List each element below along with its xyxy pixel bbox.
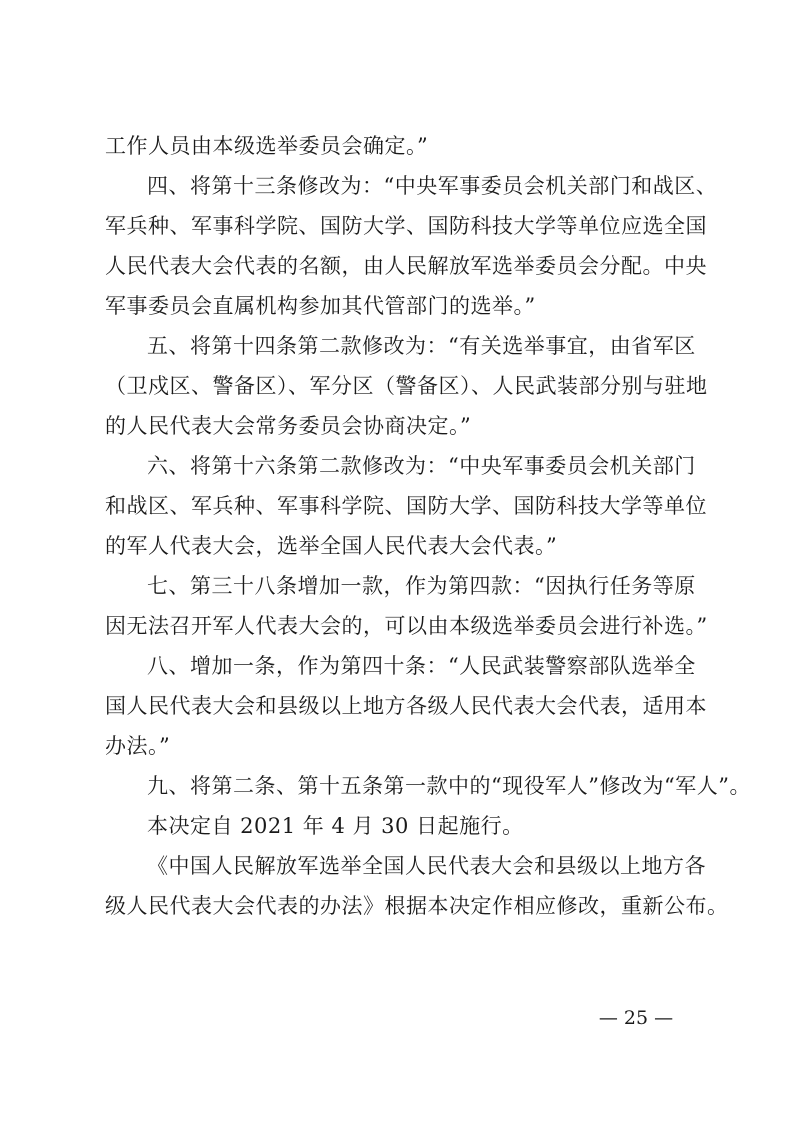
text-line: 《中国人民解放军选举全国人民代表大会和县级以上地方各 [147,854,706,878]
text-line: 的军人代表大会，选举全国人民代表大会代表。” [105,534,558,558]
text-line: 五、将第十四条第二款修改为：“有关选举事宜，由省军区 [147,334,696,358]
text-line: 七、第三十八条增加一款，作为第四款：“因执行任务等原 [147,574,696,598]
text-line: 四、将第十三条修改为：“中央军事委员会机关部门和战区、 [147,174,718,198]
text-line: 人民代表大会代表的名额，由人民解放军选举委员会分配。中央 [105,254,707,278]
text-line: 级人民代表大会代表的办法》根据本决定作相应修改，重新公布。 [105,894,729,918]
text-line: 六、将第十六条第二款修改为：“中央军事委员会机关部门 [147,454,696,478]
text-line: 军事委员会直属机构参加其代管部门的选举。” [105,294,536,318]
text-line: 和战区、军兵种、军事科学院、国防大学、国防科技大学等单位 [105,494,707,518]
text-line: 工作人员由本级选举委员会确定。” [105,134,429,158]
text-line: 国人民代表大会和县级以上地方各级人民代表大会代表，适用本 [105,694,707,718]
text-line: 八、增加一条，作为第四十条：“人民武装警察部队选举全 [147,654,696,678]
text-line: 本决定自 2021 年 4 月 30 日起施行。 [147,814,524,838]
body-text [105,126,751,926]
text-line: 因无法召开军人代表大会的，可以由本级选举委员会进行补选。” [105,614,708,638]
page-number: — 25 — [598,1007,674,1029]
text-line: 办法。” [105,734,171,758]
text-line: （卫戍区、警备区）、军分区（警备区）、人民武装部分别与驻地 [105,374,708,398]
text-line: 的人民代表大会常务委员会协商决定。” [105,414,472,438]
text-line: 九、将第二条、第十五条第一款中的“现役军人”修改为“军人”。 [147,774,751,798]
text-line: 军兵种、军事科学院、国防大学、国防科技大学等单位应选全国 [105,214,707,238]
